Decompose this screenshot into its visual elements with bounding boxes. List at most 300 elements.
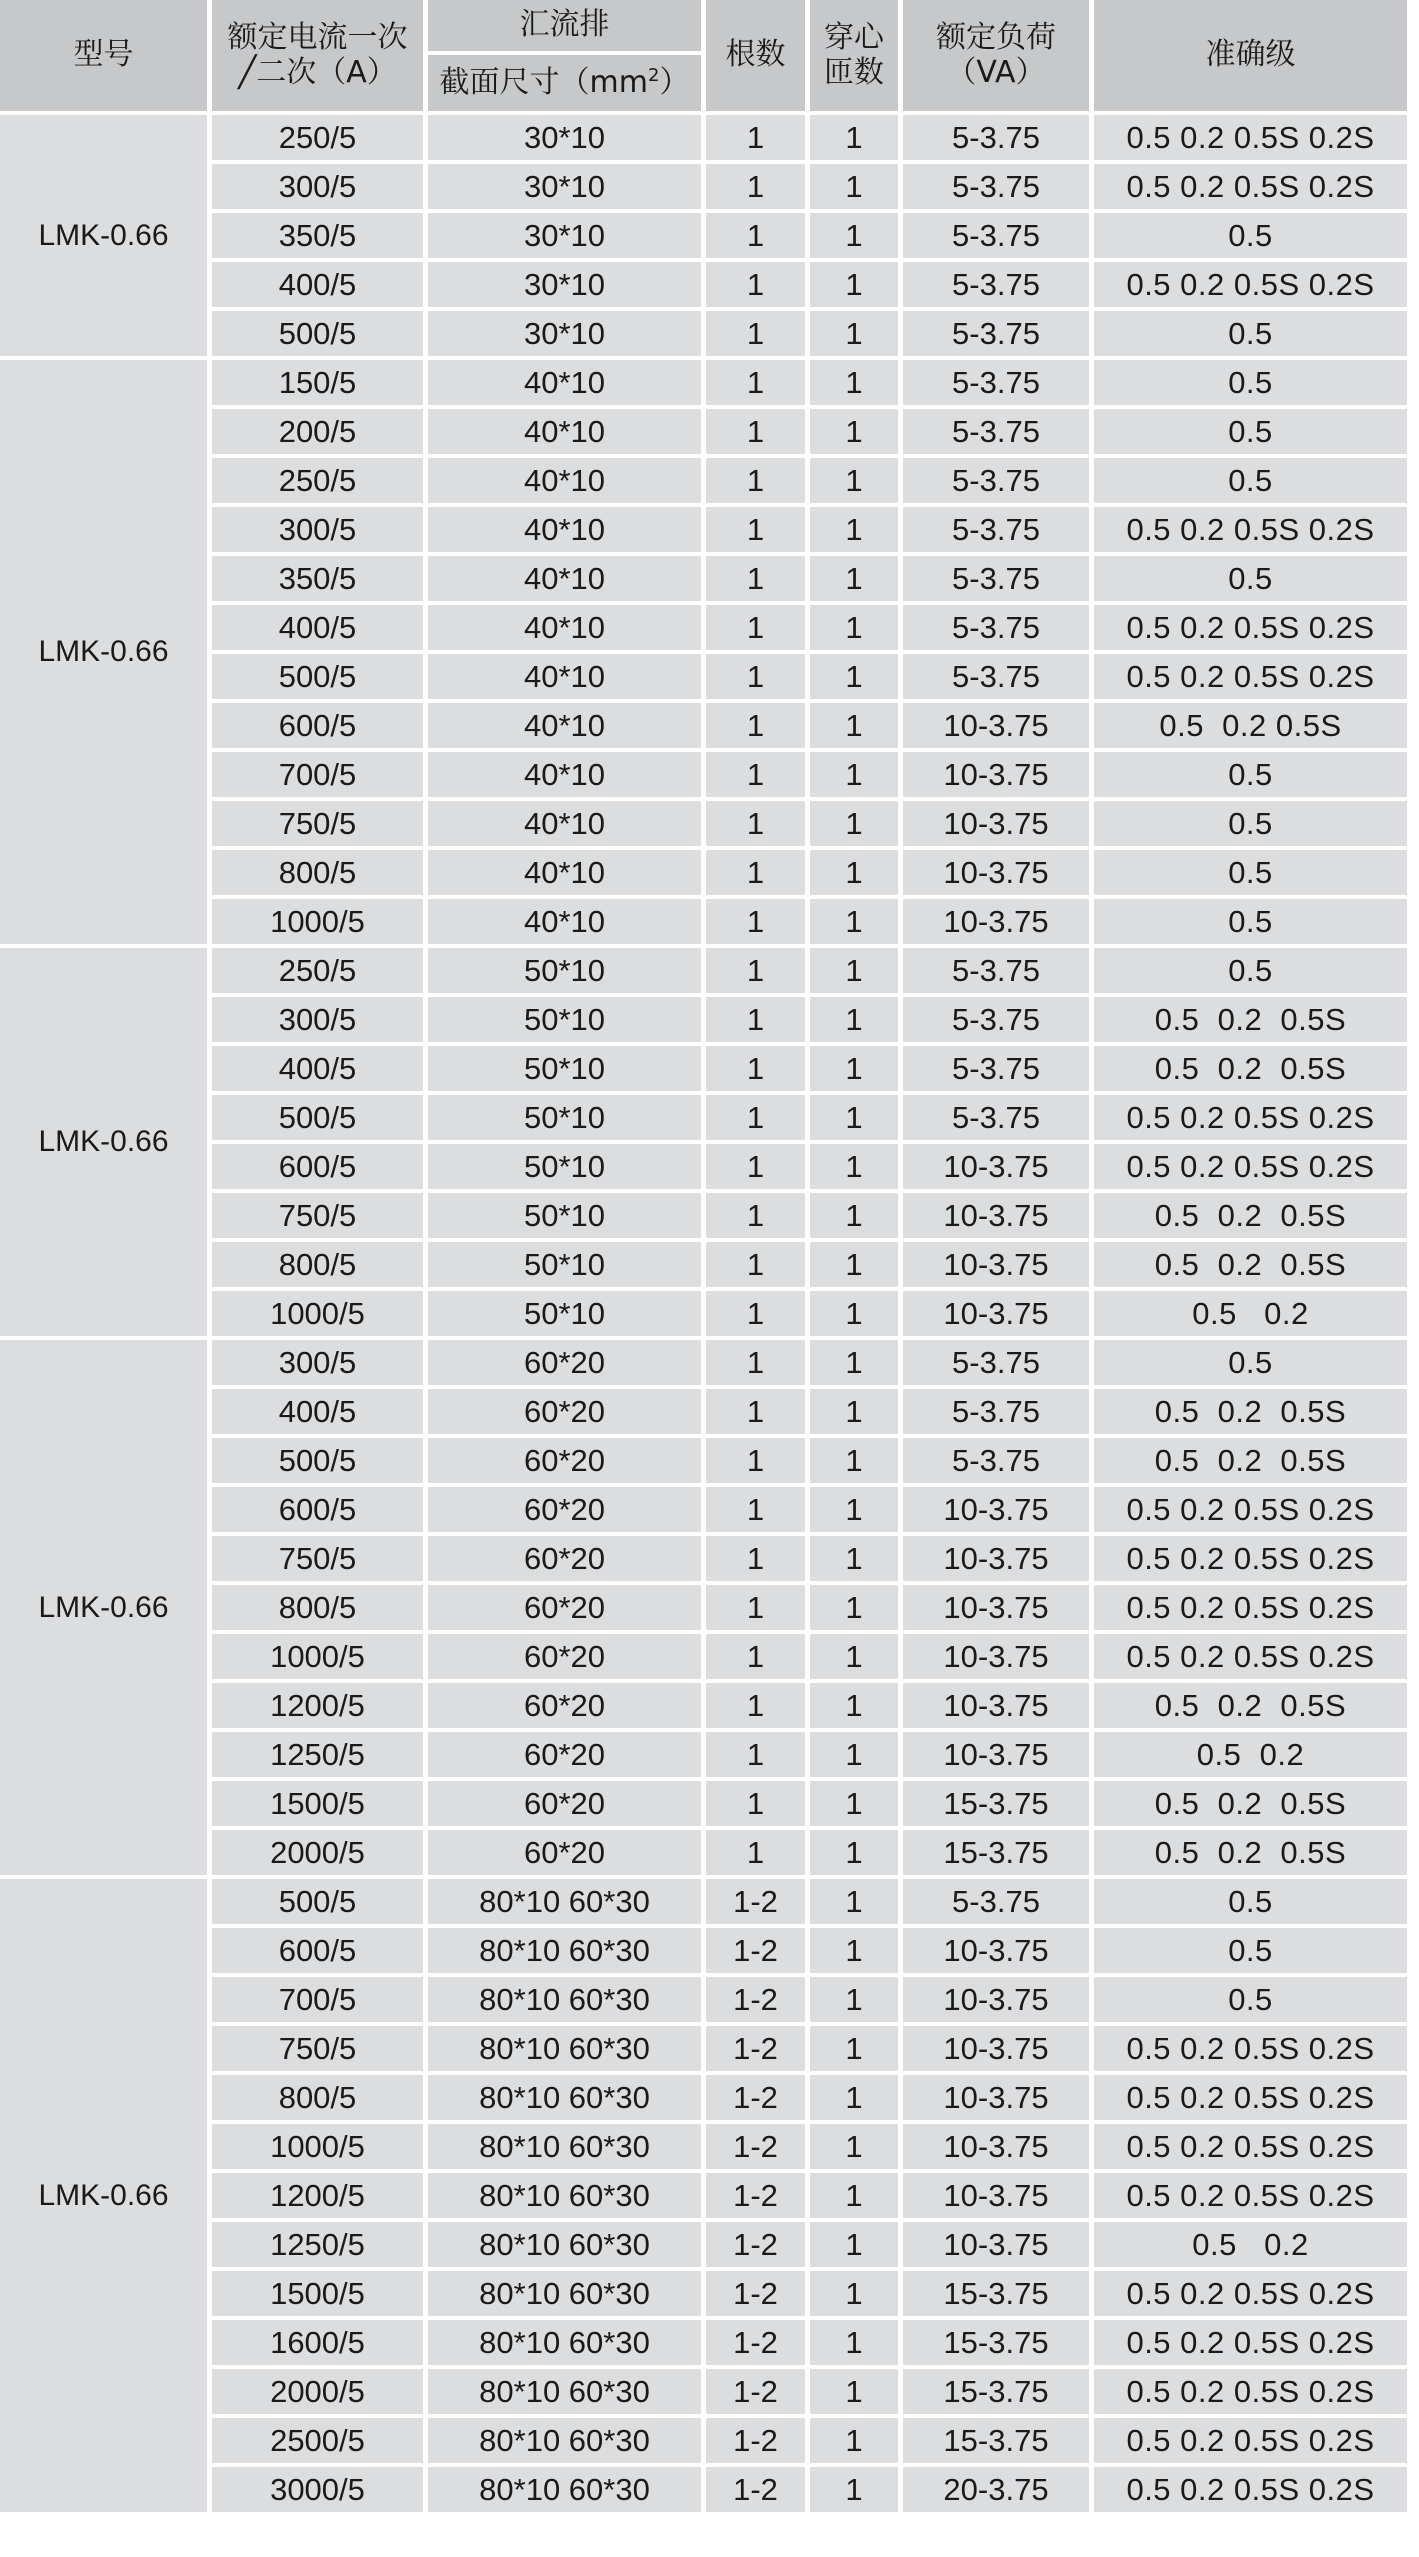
accuracy-cell: 0.5 0.2 [1094,1291,1407,1336]
table-row [0,1438,1407,1483]
rated-current-cell: 350/5 [212,556,423,601]
table-row [0,1242,1407,1287]
table-row [0,1830,1407,1875]
count-cell: 1 [706,213,805,258]
accuracy-cell: 0.5 0.2 0.5S 0.2S [1094,2369,1407,2414]
header-accuracy-label: 准确级 [1205,37,1296,73]
rated-current-cell: 300/5 [212,1340,423,1385]
pass-turns-cell: 1 [810,2369,898,2414]
pass-turns-cell: 1 [810,1879,898,1924]
accuracy-cell: 0.5 0.2 0.5S 0.2S [1094,1095,1407,1140]
pass-turns-cell: 1 [810,1438,898,1483]
count-cell: 1 [706,1585,805,1630]
table-header [0,0,1407,111]
accuracy-cell: 0.5 [1094,801,1407,846]
rated-current-cell: 700/5 [212,1977,423,2022]
pass-turns-cell: 1 [810,115,898,160]
rated-load-cell: 5-3.75 [903,556,1089,601]
rated-current-cell: 1500/5 [212,2271,423,2316]
accuracy-cell: 0.5 [1094,311,1407,356]
table-row [0,1340,1407,1385]
table-row [0,2173,1407,2218]
table-row [0,1683,1407,1728]
table-row [0,164,1407,209]
table-row [0,311,1407,356]
rated-load-cell: 20-3.75 [903,2467,1089,2512]
rated-load-cell: 5-3.75 [903,1438,1089,1483]
rated-current-cell: 2500/5 [212,2418,423,2463]
accuracy-cell: 0.5 [1094,213,1407,258]
busbar-size-cell: 80*10 60*30 [428,2271,701,2316]
busbar-size-cell: 40*10 [428,752,701,797]
rated-load-cell: 10-3.75 [903,703,1089,748]
busbar-size-cell: 80*10 60*30 [428,2124,701,2169]
table-row [0,2271,1407,2316]
count-cell: 1 [706,458,805,503]
rated-load-cell: 5-3.75 [903,1340,1089,1385]
table-row [0,1291,1407,1336]
pass-turns-cell: 1 [810,850,898,895]
accuracy-cell: 0.5 [1094,1977,1407,2022]
rated-current-cell: 400/5 [212,262,423,307]
count-cell: 1-2 [706,1879,805,1924]
rated-current-cell: 400/5 [212,1389,423,1434]
accuracy-cell: 0.5 [1094,458,1407,503]
count-cell: 1 [706,801,805,846]
header-load-line2: （VA） [946,54,1046,90]
table-row [0,1585,1407,1630]
count-cell: 1 [706,262,805,307]
rated-current-cell: 350/5 [212,213,423,258]
table-row [0,458,1407,503]
rated-current-cell: 300/5 [212,164,423,209]
pass-turns-cell: 1 [810,1144,898,1189]
pass-turns-cell: 1 [810,2075,898,2120]
rated-current-cell: 150/5 [212,360,423,405]
accuracy-cell: 0.5 0.2 0.5S [1094,1046,1407,1091]
header-rated-load [903,0,1089,111]
table-row [0,703,1407,748]
rated-load-cell: 15-3.75 [903,2369,1089,2414]
pass-turns-cell: 1 [810,164,898,209]
count-cell: 1 [706,997,805,1042]
count-cell: 1 [706,1781,805,1826]
count-cell: 1 [706,1830,805,1875]
model-cell: LMK-0.66 [0,948,207,1336]
rated-current-cell: 750/5 [212,2026,423,2071]
table-row [0,2467,1407,2512]
count-cell: 1 [706,1095,805,1140]
accuracy-cell: 0.5 0.2 0.5S [1094,1193,1407,1238]
pass-turns-cell: 1 [810,703,898,748]
accuracy-cell: 0.5 0.2 0.5S 0.2S [1094,1585,1407,1630]
rated-load-cell: 5-3.75 [903,360,1089,405]
rated-current-cell: 1000/5 [212,2124,423,2169]
pass-turns-cell: 1 [810,1095,898,1140]
count-cell: 1-2 [706,2271,805,2316]
rated-load-cell: 5-3.75 [903,997,1089,1042]
busbar-size-cell: 50*10 [428,1193,701,1238]
pass-turns-cell: 1 [810,2026,898,2071]
rated-current-cell: 300/5 [212,507,423,552]
rated-load-cell: 10-3.75 [903,1683,1089,1728]
rated-load-cell: 10-3.75 [903,1634,1089,1679]
accuracy-cell: 0.5 [1094,409,1407,454]
pass-turns-cell: 1 [810,311,898,356]
table-row [0,1144,1407,1189]
table-row [0,899,1407,944]
accuracy-cell: 0.5 0.2 0.5S 0.2S [1094,654,1407,699]
header-accuracy [1094,0,1407,111]
busbar-size-cell: 60*20 [428,1830,701,1875]
model-cell: LMK-0.66 [0,115,207,356]
accuracy-cell: 0.5 0.2 0.5S 0.2S [1094,2124,1407,2169]
count-cell: 1 [706,948,805,993]
table-row [0,2418,1407,2463]
rated-load-cell: 5-3.75 [903,1389,1089,1434]
table-row [0,2369,1407,2414]
busbar-size-cell: 60*20 [428,1438,701,1483]
pass-turns-cell: 1 [810,507,898,552]
pass-turns-cell: 1 [810,1781,898,1826]
header-pass-line1: 穿心 [824,20,884,55]
busbar-size-cell: 30*10 [428,213,701,258]
busbar-size-cell: 60*20 [428,1585,701,1630]
header-busbar-label: 汇流排 [519,7,610,43]
pass-turns-cell: 1 [810,2271,898,2316]
rated-load-cell: 10-3.75 [903,1536,1089,1581]
rated-current-cell: 1200/5 [212,1683,423,1728]
table-row [0,948,1407,993]
rated-current-cell: 250/5 [212,458,423,503]
table-row [0,1977,1407,2022]
header-rated-current-line2: ╱二次（A） [238,54,397,90]
busbar-size-cell: 60*20 [428,1634,701,1679]
count-cell: 1 [706,899,805,944]
accuracy-cell: 0.5 0.2 0.5S 0.2S [1094,164,1407,209]
rated-current-cell: 2000/5 [212,1830,423,1875]
rated-current-cell: 200/5 [212,409,423,454]
table-row [0,213,1407,258]
count-cell: 1 [706,1438,805,1483]
busbar-size-cell: 40*10 [428,507,701,552]
rated-current-cell: 500/5 [212,1438,423,1483]
count-cell: 1 [706,115,805,160]
accuracy-cell: 0.5 0.2 0.5S [1094,1830,1407,1875]
accuracy-cell: 0.5 [1094,360,1407,405]
busbar-size-cell: 40*10 [428,605,701,650]
table-row [0,1487,1407,1532]
pass-turns-cell: 1 [810,1291,898,1336]
accuracy-cell: 0.5 0.2 0.5S 0.2S [1094,2026,1407,2071]
rated-load-cell: 15-3.75 [903,2320,1089,2365]
busbar-size-cell: 60*20 [428,1389,701,1434]
table-row [0,1193,1407,1238]
busbar-size-cell: 50*10 [428,1242,701,1287]
table-row [0,752,1407,797]
rated-current-cell: 500/5 [212,311,423,356]
busbar-size-cell: 40*10 [428,409,701,454]
rated-current-cell: 2000/5 [212,2369,423,2414]
rated-current-cell: 400/5 [212,1046,423,1091]
header-count [706,0,805,111]
pass-turns-cell: 1 [810,409,898,454]
rated-current-cell: 800/5 [212,1585,423,1630]
table-row [0,654,1407,699]
header-section-sup: 2 [648,64,660,86]
count-cell: 1 [706,164,805,209]
table-row [0,2075,1407,2120]
rated-current-cell: 250/5 [212,115,423,160]
table-row [0,115,1407,160]
accuracy-cell: 0.5 [1094,899,1407,944]
rated-load-cell: 5-3.75 [903,1046,1089,1091]
busbar-size-cell: 40*10 [428,458,701,503]
count-cell: 1-2 [706,2467,805,2512]
count-cell: 1 [706,1732,805,1777]
rated-load-cell: 5-3.75 [903,311,1089,356]
busbar-size-cell: 50*10 [428,1046,701,1091]
table-row [0,2320,1407,2365]
count-cell: 1-2 [706,2173,805,2218]
pass-turns-cell: 1 [810,1536,898,1581]
pass-turns-cell: 1 [810,1389,898,1434]
pass-turns-cell: 1 [810,948,898,993]
busbar-size-cell: 80*10 60*30 [428,2418,701,2463]
accuracy-cell: 0.5 [1094,850,1407,895]
rated-current-cell: 750/5 [212,1536,423,1581]
accuracy-cell: 0.5 [1094,1928,1407,1973]
accuracy-cell: 0.5 0.2 0.5S 0.2S [1094,2271,1407,2316]
rated-current-cell: 750/5 [212,1193,423,1238]
rated-current-cell: 1250/5 [212,2222,423,2267]
pass-turns-cell: 1 [810,654,898,699]
rated-current-cell: 400/5 [212,605,423,650]
count-cell: 1-2 [706,2320,805,2365]
accuracy-cell: 0.5 0.2 0.5S [1094,703,1407,748]
table-row [0,2222,1407,2267]
rated-load-cell: 10-3.75 [903,1732,1089,1777]
pass-turns-cell: 1 [810,213,898,258]
pass-turns-cell: 1 [810,2124,898,2169]
rated-current-cell: 500/5 [212,1879,423,1924]
pass-turns-cell: 1 [810,2320,898,2365]
busbar-size-cell: 60*20 [428,1536,701,1581]
count-cell: 1 [706,556,805,601]
count-cell: 1 [706,850,805,895]
rated-current-cell: 500/5 [212,1095,423,1140]
accuracy-cell: 0.5 [1094,1879,1407,1924]
count-cell: 1 [706,703,805,748]
pass-turns-cell: 1 [810,1046,898,1091]
rated-current-cell: 300/5 [212,997,423,1042]
rated-current-cell: 700/5 [212,752,423,797]
header-section-suffix: ） [659,64,690,100]
table-row [0,409,1407,454]
busbar-size-cell: 80*10 60*30 [428,2173,701,2218]
pass-turns-cell: 1 [810,1193,898,1238]
busbar-size-cell: 40*10 [428,850,701,895]
accuracy-cell: 0.5 0.2 0.5S 0.2S [1094,2075,1407,2120]
pass-turns-cell: 1 [810,605,898,650]
rated-load-cell: 5-3.75 [903,262,1089,307]
pass-turns-cell: 1 [810,997,898,1042]
count-cell: 1 [706,1536,805,1581]
count-cell: 1 [706,409,805,454]
count-cell: 1-2 [706,2075,805,2120]
rated-load-cell: 5-3.75 [903,507,1089,552]
rated-current-cell: 1200/5 [212,2173,423,2218]
rated-current-cell: 250/5 [212,948,423,993]
rated-load-cell: 10-3.75 [903,1291,1089,1336]
rated-load-cell: 15-3.75 [903,2271,1089,2316]
accuracy-cell: 0.5 0.2 0.5S 0.2S [1094,2173,1407,2218]
table-row [0,1634,1407,1679]
rated-load-cell: 5-3.75 [903,115,1089,160]
count-cell: 1 [706,1340,805,1385]
table-row [0,2026,1407,2071]
accuracy-cell: 0.5 0.2 0.5S 0.2S [1094,2418,1407,2463]
header-pass-turns [810,0,898,111]
pass-turns-cell: 1 [810,1732,898,1777]
accuracy-cell: 0.5 0.2 0.5S 0.2S [1094,1634,1407,1679]
accuracy-cell: 0.5 0.2 0.5S [1094,1781,1407,1826]
pass-turns-cell: 1 [810,801,898,846]
pass-turns-cell: 1 [810,899,898,944]
accuracy-cell: 0.5 0.2 0.5S 0.2S [1094,2320,1407,2365]
busbar-size-cell: 60*20 [428,1340,701,1385]
count-cell: 1-2 [706,1977,805,2022]
pass-turns-cell: 1 [810,2222,898,2267]
pass-turns-cell: 1 [810,1830,898,1875]
rated-current-cell: 600/5 [212,703,423,748]
rated-current-cell: 800/5 [212,850,423,895]
accuracy-cell: 0.5 0.2 0.5S 0.2S [1094,2467,1407,2512]
model-cell: LMK-0.66 [0,1879,207,2512]
busbar-size-cell: 50*10 [428,1095,701,1140]
rated-current-cell: 1250/5 [212,1732,423,1777]
count-cell: 1 [706,654,805,699]
rated-current-cell: 600/5 [212,1487,423,1532]
rated-load-cell: 10-3.75 [903,899,1089,944]
count-cell: 1-2 [706,2418,805,2463]
pass-turns-cell: 1 [810,1487,898,1532]
rated-current-cell: 1500/5 [212,1781,423,1826]
accuracy-cell: 0.5 0.2 0.5S 0.2S [1094,115,1407,160]
count-cell: 1 [706,752,805,797]
table-row [0,360,1407,405]
table-row [0,850,1407,895]
header-model [0,0,207,111]
table-row [0,1781,1407,1826]
rated-load-cell: 10-3.75 [903,1144,1089,1189]
header-model-label: 型号 [73,37,134,73]
count-cell: 1 [706,1291,805,1336]
table-row [0,1095,1407,1140]
rated-current-cell: 600/5 [212,1144,423,1189]
accuracy-cell: 0.5 0.2 0.5S [1094,1438,1407,1483]
count-cell: 1-2 [706,1928,805,1973]
busbar-size-cell: 60*20 [428,1683,701,1728]
pass-turns-cell: 1 [810,2418,898,2463]
rated-load-cell: 5-3.75 [903,409,1089,454]
rated-load-cell: 5-3.75 [903,458,1089,503]
rated-load-cell: 5-3.75 [903,1095,1089,1140]
rated-load-cell: 10-3.75 [903,1928,1089,1973]
pass-turns-cell: 1 [810,556,898,601]
busbar-size-cell: 40*10 [428,654,701,699]
pass-turns-cell: 1 [810,1977,898,2022]
rated-current-cell: 3000/5 [212,2467,423,2512]
table-row [0,1536,1407,1581]
busbar-size-cell: 50*10 [428,948,701,993]
table-row [0,1879,1407,1924]
rated-load-cell: 5-3.75 [903,1879,1089,1924]
busbar-size-cell: 50*10 [428,1144,701,1189]
busbar-size-cell: 60*20 [428,1781,701,1826]
busbar-size-cell: 30*10 [428,311,701,356]
count-cell: 1 [706,1193,805,1238]
rated-load-cell: 15-3.75 [903,2418,1089,2463]
rated-load-cell: 10-3.75 [903,801,1089,846]
busbar-size-cell: 80*10 60*30 [428,1928,701,1973]
header-busbar [428,0,701,51]
table-row [0,605,1407,650]
count-cell: 1 [706,1242,805,1287]
rated-load-cell: 10-3.75 [903,1242,1089,1287]
count-cell: 1-2 [706,2222,805,2267]
busbar-size-cell: 80*10 60*30 [428,2075,701,2120]
table-row [0,507,1407,552]
busbar-size-cell: 80*10 60*30 [428,1977,701,2022]
table-row [0,1928,1407,1973]
busbar-size-cell: 80*10 60*30 [428,2320,701,2365]
header-rated-current [212,0,423,111]
rated-load-cell: 15-3.75 [903,1830,1089,1875]
rated-load-cell: 10-3.75 [903,1585,1089,1630]
accuracy-cell: 0.5 0.2 [1094,2222,1407,2267]
pass-turns-cell: 1 [810,752,898,797]
pass-turns-cell: 1 [810,262,898,307]
accuracy-cell: 0.5 [1094,948,1407,993]
rated-current-cell: 1000/5 [212,899,423,944]
accuracy-cell: 0.5 0.2 [1094,1732,1407,1777]
pass-turns-cell: 1 [810,1340,898,1385]
accuracy-cell: 0.5 0.2 0.5S [1094,1389,1407,1434]
header-rated-current-line1: 额定电流一次 [227,20,408,55]
busbar-size-cell: 30*10 [428,262,701,307]
rated-load-cell: 10-3.75 [903,1977,1089,2022]
rated-load-cell: 5-3.75 [903,948,1089,993]
pass-turns-cell: 1 [810,1585,898,1630]
busbar-size-cell: 50*10 [428,1291,701,1336]
busbar-size-cell: 60*20 [428,1487,701,1532]
table-row [0,997,1407,1042]
busbar-size-cell: 30*10 [428,164,701,209]
count-cell: 1-2 [706,2124,805,2169]
count-cell: 1 [706,605,805,650]
count-cell: 1 [706,507,805,552]
table-row [0,801,1407,846]
count-cell: 1-2 [706,2369,805,2414]
model-cell: LMK-0.66 [0,1340,207,1875]
accuracy-cell: 0.5 [1094,556,1407,601]
busbar-size-cell: 50*10 [428,997,701,1042]
table-row [0,1046,1407,1091]
pass-turns-cell: 1 [810,1928,898,1973]
rated-current-cell: 1600/5 [212,2320,423,2365]
count-cell: 1-2 [706,2026,805,2071]
